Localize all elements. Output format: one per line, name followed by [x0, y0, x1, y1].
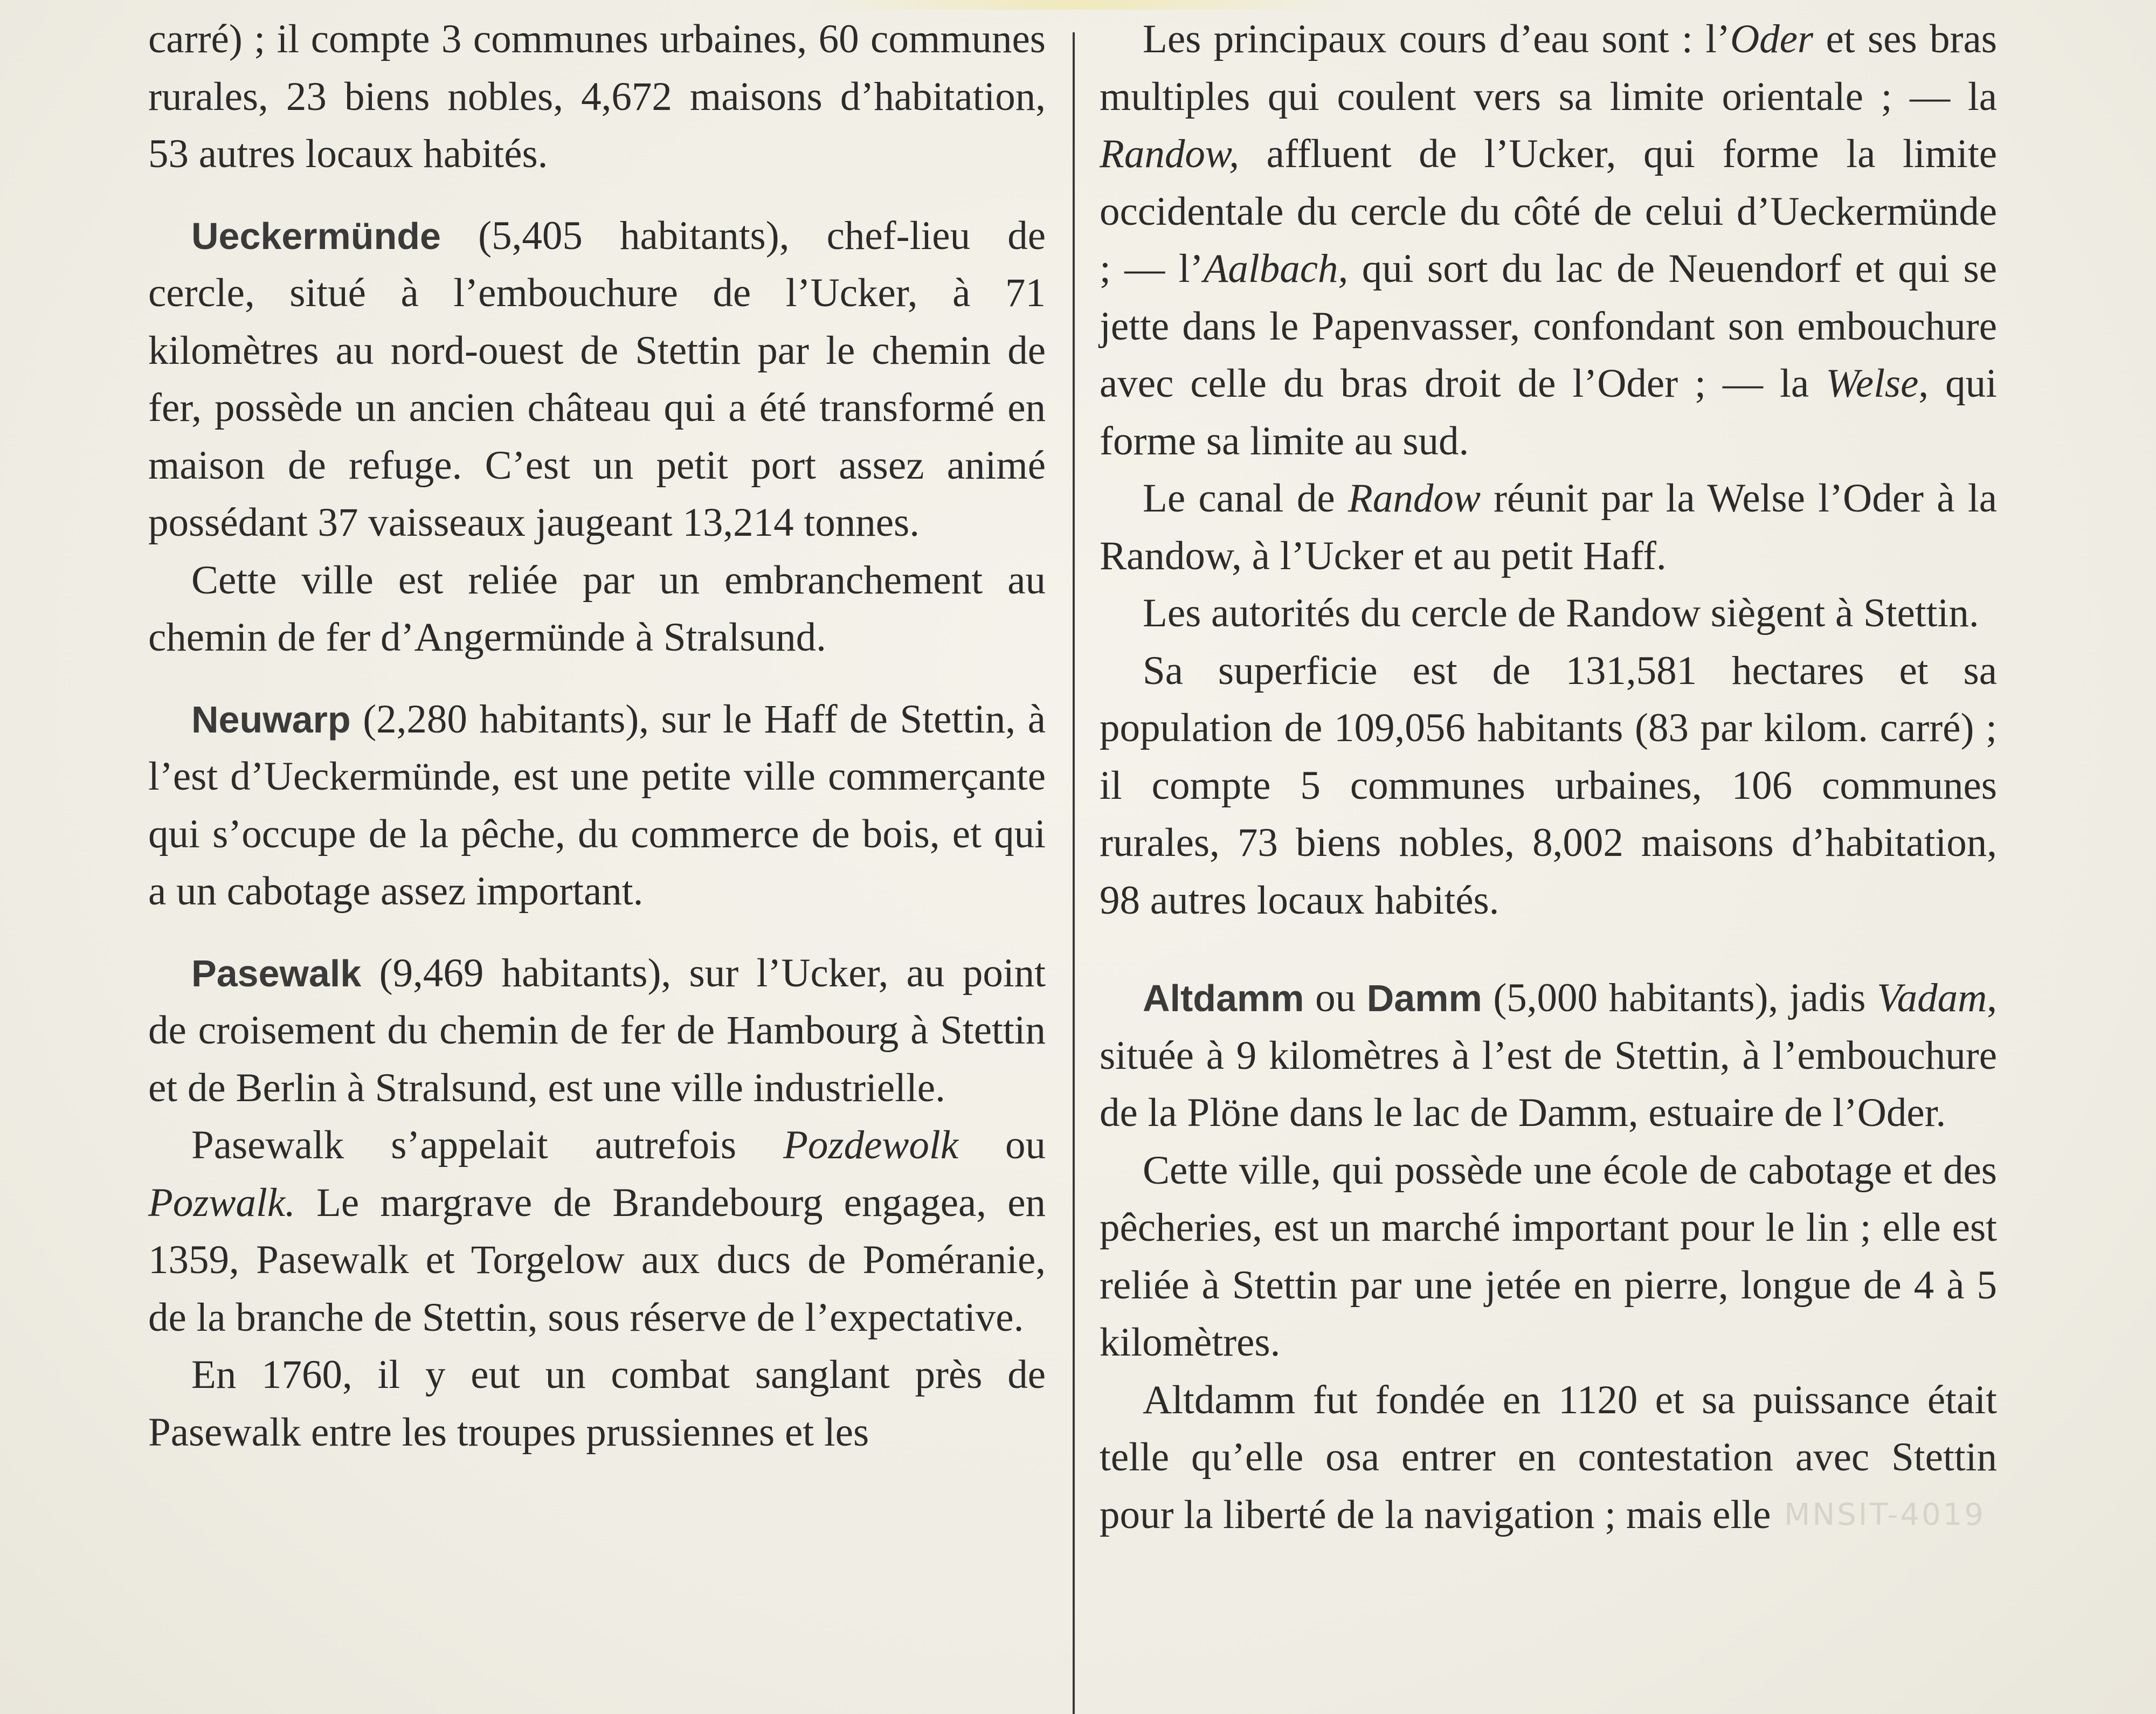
text-run: Les principaux cours d’eau sont : l’ — [1143, 17, 1730, 61]
text-run: ou — [1304, 976, 1367, 1020]
italic-term: Randow — [1348, 476, 1481, 521]
text-run: ou — [958, 1123, 1046, 1167]
paragraph: Les autorités du cercle de Randow siègent à Stettin. — [1143, 591, 1979, 635]
paragraph-ueckermunde — [148, 208, 1046, 552]
text-run: , qui forme sa limite au sud. — [1100, 361, 1997, 464]
paragraph-altdamm — [1100, 970, 1997, 1142]
paragraph: Altdamm fut fondée en 1120 et sa puissance était telle qu’elle osa entrer en contestation avec Stettin pour la liberté de la navigation ; mais elle — [1100, 1377, 1997, 1537]
paragraph: Sa superficie est de 131,581 hectares et sa population de 109,056 habitants (83 par kilom. carré) ; il compte 5 communes urbaines, 106 communes rurales, 73 biens nobles, 8,002 maisons d’habitation, 98 autres locaux habités. — [1100, 648, 1997, 923]
paragraph: carré) ; il compte 3 communes urbaines, 60 communes rurales, 23 biens nobles, 4,672 maisons d’habitation, 53 autres locaux habités. — [148, 17, 1046, 176]
text-run: , située à 9 kilomètres à l’est de Stettin, à l’embouchure de la Plöne dans le lac de Damm, estuaire de l’Oder. — [1100, 976, 1997, 1135]
place-name: Damm — [1366, 977, 1482, 1019]
paragraph-text: (9,469 habitants), sur l’Ucker, au point de croisement du chemin de fer de Hambourg à Stettin et de Berlin à Stralsund, est une ville industrielle. — [148, 950, 1046, 1110]
text-run: affluent de l’Ucker, qui forme la limite occidentale du cercle du côté de celui d’Ueckermünde ; — l’ — [1100, 132, 1997, 291]
italic-term: Welse — [1826, 361, 1919, 406]
paragraph-text: (5,405 habitants), chef-lieu de cercle, situé à l’embouchure de l’Ucker, à 71 kilomètres au nord-ouest de Stettin par le chemin de fer, possède un ancien château qui a été transformé en maison de refuge. C’est un petit port assez animé possédant 37 vaisseaux jaugeant 13,214 tonnes. — [148, 213, 1046, 545]
italic-term: Randow, — [1100, 132, 1240, 176]
italic-term: Pozdewolk — [783, 1123, 959, 1167]
italic-term: Pozwalk. — [148, 1180, 295, 1225]
paragraph-text: (2,280 habitants), sur le Haff de Stettin, à l’est d’Ueckermünde, est une petite ville commerçante qui s’occupe de la pêche, du commerce de bois, et qui a un cabotage assez important. — [148, 696, 1046, 914]
text-run: (5,000 habitants), jadis — [1482, 976, 1877, 1020]
place-name: Altdamm — [1143, 977, 1304, 1019]
italic-term: Aalbach, — [1203, 246, 1349, 291]
paragraph-pasewalk — [148, 945, 1046, 1117]
place-name: Ueckermünde — [191, 215, 441, 257]
library-stamp: MNSIT-4019 — [1784, 1497, 1986, 1532]
paragraph — [148, 1117, 1046, 1346]
column-divider — [1073, 32, 1075, 1714]
paragraph — [1100, 470, 1997, 585]
right-column — [1100, 11, 1997, 1544]
left-column — [148, 11, 1046, 1461]
italic-term: Vadam — [1877, 976, 1987, 1020]
paragraph: Cette ville est reliée par un embranchement au chemin de fer d’Angermünde à Stralsund. — [148, 557, 1046, 660]
text-run: qui sort du lac de Neuendorf et qui se jette dans le Papenvasser, confondant son embouchure avec celle du bras droit de l’Oder ; — la — [1100, 246, 1998, 406]
italic-term: Oder — [1730, 17, 1814, 61]
text-run: Le canal de — [1143, 476, 1349, 521]
page-stain — [808, 0, 1348, 10]
text-run: Le margrave de Brandebourg engagea, en 1359, Pasewalk et Torgelow aux ducs de Poméranie, de la branche de Stettin, sous réserve de l’expectative. — [148, 1180, 1046, 1340]
place-name: Neuwarp — [191, 698, 351, 741]
paragraph: En 1760, il y eut un combat sanglant près de Pasewalk entre les troupes prussiennes et les — [148, 1352, 1046, 1455]
place-name: Pasewalk — [191, 952, 362, 994]
text-run: réunit par la Welse l’Oder à la Randow, à l’Ucker et au petit Haff. — [1100, 476, 1998, 578]
text-run: et ses bras multiples qui coulent vers sa limite orientale ; — la — [1100, 17, 1997, 119]
text-run: Pasewalk s’appelait autrefois — [191, 1123, 784, 1167]
paragraph-neuwarp — [148, 691, 1046, 921]
paragraph: Cette ville, qui possède une école de cabotage et des pêcheries, est un marché important pour le lin ; elle est reliée à Stettin par une jetée en pierre, longue de 4 à 5 kilomètres. — [1100, 1148, 1997, 1365]
paragraph — [1100, 11, 1997, 470]
